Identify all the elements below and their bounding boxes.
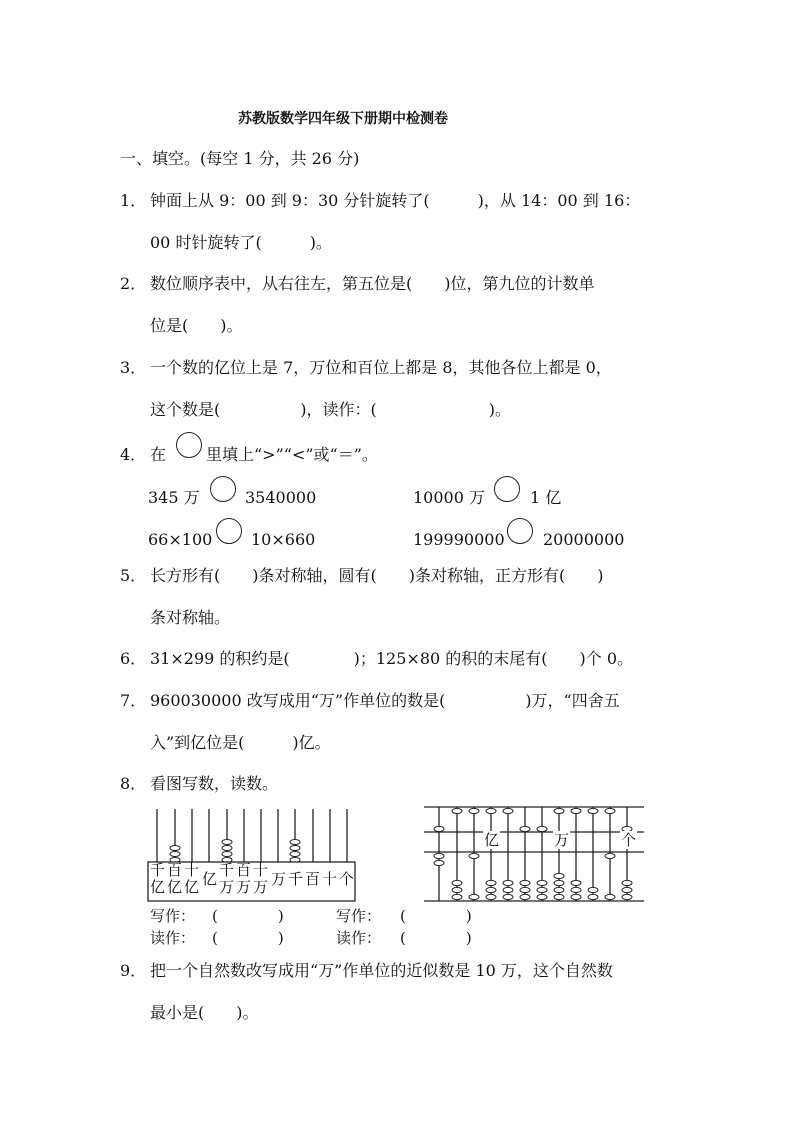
read-answer-blank[interactable]: ( )	[212, 929, 284, 947]
question-text: 入”到亿位是( )亿。	[150, 733, 331, 752]
question-text: 00 时针旋转了( )。	[150, 233, 332, 252]
question-text: 位是( )。	[150, 316, 243, 335]
compare-circle[interactable]	[176, 432, 202, 458]
write-answer-blank[interactable]: ( )	[212, 907, 284, 925]
compare-circle[interactable]	[507, 518, 533, 544]
compare-right: 10×660	[251, 530, 316, 549]
place-label: 千	[288, 870, 304, 888]
read-label: 读作：	[150, 929, 196, 947]
compare-left: 66×100	[148, 530, 213, 549]
question-text: 看图写数，读数。	[150, 774, 279, 793]
write-label: 写作：	[336, 907, 382, 925]
place-label: 个	[339, 870, 355, 888]
place-label: 个	[621, 831, 637, 849]
compare-right: 1 亿	[530, 488, 562, 507]
question-text: 把一个自然数改写成用“万”作单位的近似数是 10 万，这个自然数	[150, 961, 613, 980]
question-number: 7．	[120, 691, 147, 710]
question-number: 6．	[120, 649, 147, 668]
write-answer-blank[interactable]: ( )	[400, 907, 472, 925]
question-text: 最小是( )。	[150, 1003, 259, 1022]
question-number: 2．	[120, 274, 147, 293]
question-text: 一个数的亿位上是 7，万位和百位上都是 8，其他各位上都是 0，	[150, 358, 612, 377]
question-text: 条对称轴。	[150, 608, 231, 627]
compare-circle[interactable]	[210, 476, 236, 502]
read-label: 读作：	[336, 929, 382, 947]
compare-circle[interactable]	[216, 518, 242, 544]
section-heading: 一、填空。(每空 1 分，共 26 分)	[120, 149, 360, 168]
compare-circle[interactable]	[494, 476, 520, 502]
question-number: 5．	[120, 566, 147, 585]
place-label: 百	[305, 870, 321, 888]
place-label: 十 万	[253, 861, 269, 896]
right-abacus-diagram	[420, 803, 646, 905]
question-number: 1．	[120, 191, 147, 210]
place-label: 十 亿	[184, 861, 200, 896]
compare-right: 3540000	[245, 488, 317, 507]
read-answer-blank[interactable]: ( )	[400, 929, 472, 947]
place-label: 十	[322, 870, 338, 888]
place-label: 亿	[484, 831, 500, 849]
question-text: 长方形有( )条对称轴，圆有( )条对称轴，正方形有( )	[150, 566, 604, 585]
question-number: 8．	[120, 774, 147, 793]
compare-left: 10000 万	[413, 488, 485, 507]
place-label: 千 万	[219, 861, 235, 896]
page-title: 苏教版数学四年级下册期中检测卷	[238, 111, 448, 127]
write-label: 写作：	[150, 907, 196, 925]
place-label: 万	[271, 870, 287, 888]
question-text: 在	[150, 445, 167, 464]
question-text: 数位顺序表中，从右往左，第五位是( )位，第九位的计数单	[150, 274, 595, 293]
question-number: 4．	[120, 445, 147, 464]
question-text: 这个数是( )，读作：( )。	[150, 400, 511, 419]
question-text: 960030000 改写成用“万”作单位的数是( )万，“四舍五	[150, 691, 620, 710]
question-number: 3．	[120, 358, 147, 377]
question-text: 钟面上从 9：00 到 9：30 分针旋转了( )，从 14：00 到 16：	[150, 191, 641, 210]
compare-left: 345 万	[148, 488, 200, 507]
question-text: 31×299 的积约是( )；125×80 的积的末尾有( )个 0。	[150, 649, 634, 668]
place-label: 万	[554, 831, 570, 849]
place-label: 百 亿	[167, 861, 183, 896]
compare-right: 20000000	[543, 530, 625, 549]
place-label: 千 亿	[150, 861, 166, 896]
place-label: 亿	[202, 870, 218, 888]
question-text: 里填上“>”“<”或“＝”。	[206, 445, 378, 464]
place-label: 百 万	[236, 861, 252, 896]
compare-left: 199990000	[413, 530, 505, 549]
question-number: 9．	[120, 961, 147, 980]
